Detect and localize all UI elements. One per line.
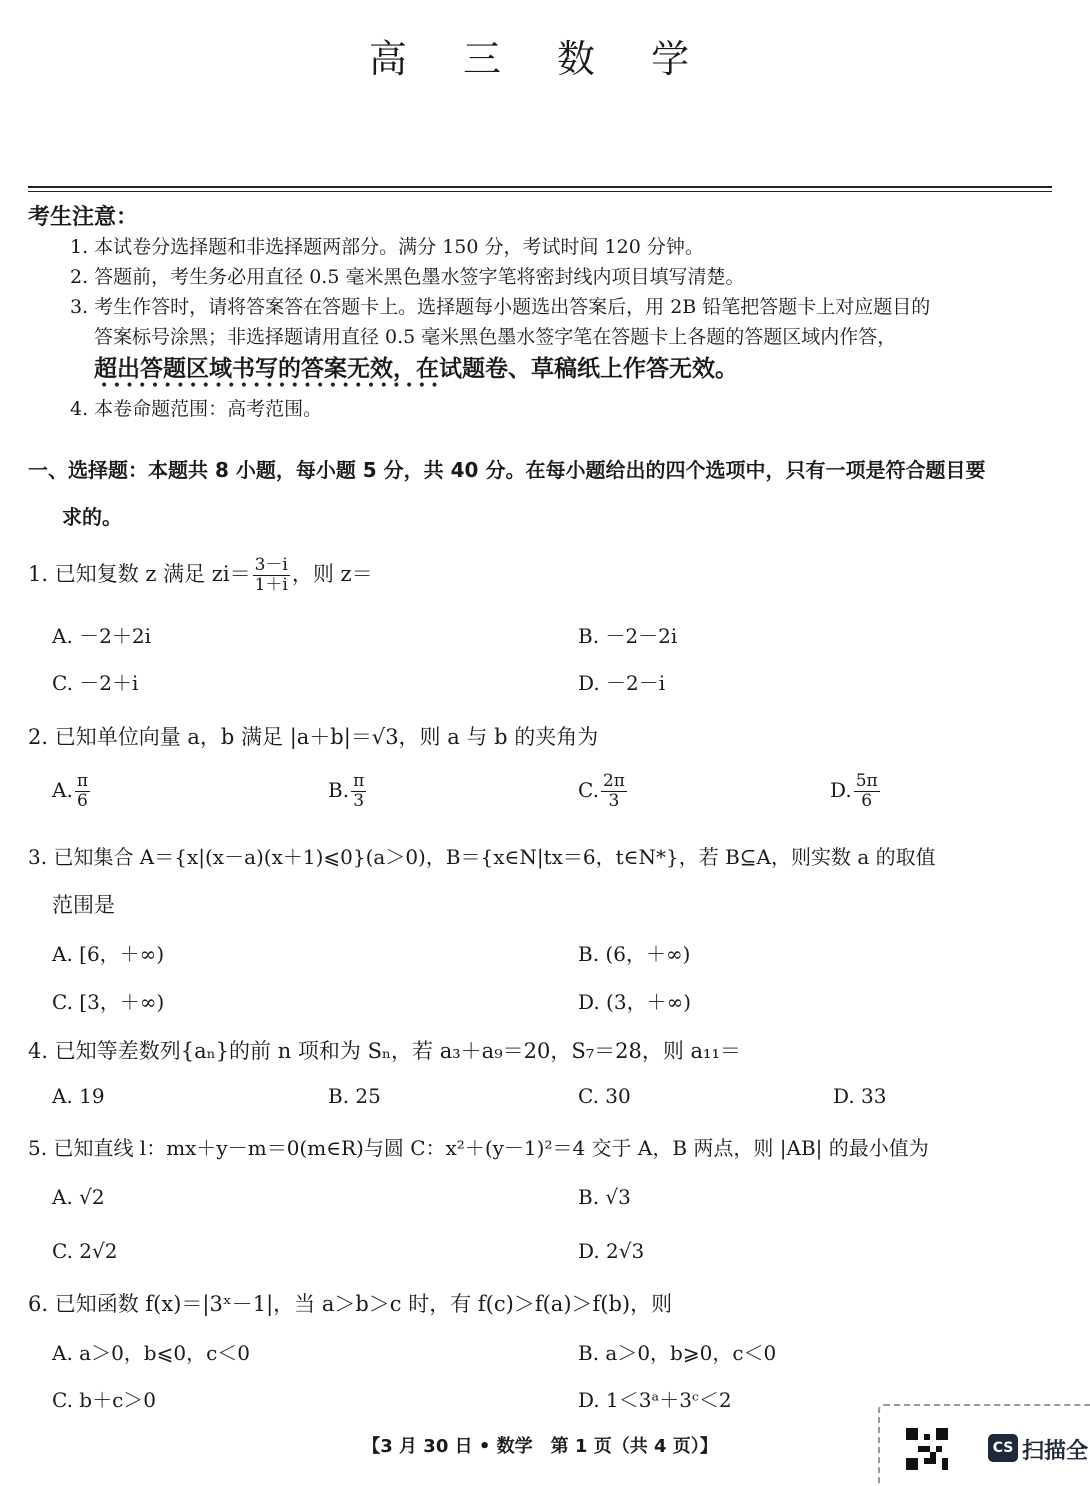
section-heading-line2: 求的。: [62, 505, 122, 529]
page-footer: 【3 月 30 日 • 数学 第 1 页（共 4 页）】: [362, 1436, 718, 1457]
notice-item-1: 1. 本试卷分选择题和非选择题两部分。满分 150 分，考试时间 120 分钟。: [70, 236, 704, 258]
question-5-stem: 5. 已知直线 l：mx＋y－m＝0(m∈R)与圆 C：x²＋(y－1)²＝4 交于 A，B 两点，则 |AB| 的最小值为: [28, 1136, 929, 1160]
question-6-stem: 6. 已知函数 f(x)＝|3ˣ－1|，当 a＞b＞c 时，有 f(c)＞f(a)＞f(b)，则: [28, 1292, 673, 1316]
q1-option-c: C. －2＋i: [52, 671, 139, 695]
q3-option-b: B. (6，＋∞): [578, 942, 691, 966]
question-2-stem: 2. 已知单位向量 a，b 满足 |a＋b|＝√3，则 a 与 b 的夹角为: [28, 725, 599, 749]
q2-a-frac: [75, 772, 90, 811]
emphasis-dots: • • • • • • • • • • • • • • • • • • • • • • • • • • •: [100, 378, 439, 394]
q2-a-num: π: [76, 771, 88, 791]
q6-option-d: D. 1＜3ᵃ＋3ᶜ＜2: [578, 1388, 732, 1412]
q5-option-a: A. √2: [52, 1185, 105, 1209]
q2-d-label: D.: [830, 778, 852, 802]
q2-c-label: C.: [578, 778, 599, 802]
question-1-stem: [28, 556, 373, 595]
notice-item-3-emphasis: 超出答题区域书写的答案无效，在试题卷、草稿纸上作答无效。: [94, 356, 738, 382]
q2-d-frac: [854, 772, 880, 811]
q4-option-b: B. 25: [328, 1084, 381, 1108]
q2-option-b: [328, 772, 368, 811]
q1-option-b: B. －2－2i: [578, 624, 678, 648]
q1-option-a: A. －2＋2i: [52, 624, 152, 648]
q3-option-a: A. [6，＋∞): [52, 942, 165, 966]
q2-a-den: 6: [76, 791, 88, 811]
header-rule-thin: [28, 191, 1052, 192]
q1-stem-b: ，则 z＝: [291, 562, 373, 586]
q2-option-a: [52, 772, 92, 811]
camscanner-label: 扫描全: [1022, 1439, 1089, 1464]
q6-option-b: B. a＞0，b⩾0，c＜0: [578, 1341, 777, 1365]
q2-c-num: 2π: [602, 771, 625, 791]
q4-option-c: C. 30: [578, 1084, 631, 1108]
question-3-stem-line1: 3. 已知集合 A＝{x|(x－a)(x＋1)⩽0}(a＞0)，B＝{x∈N|tx＝6，t∈N*}，若 B⊆A，则实数 a 的取值: [28, 845, 936, 869]
notice-item-3-line1: 3. 考生作答时，请将答案答在答题卡上。选择题每小题选出答案后，用 2B 铅笔把答题卡上对应题目的: [70, 296, 931, 318]
section-heading-line1: 一、选择题：本题共 8 小题，每小题 5 分，共 40 分。在每小题给出的四个选项中，只有一项是符合题目要: [28, 458, 986, 482]
q6-option-a: A. a＞0，b⩽0，c＜0: [52, 1341, 251, 1365]
header-rule-thick: [28, 186, 1052, 188]
q2-b-frac: [351, 772, 366, 811]
qr-code-icon: [906, 1428, 948, 1470]
q1-fraction: [253, 556, 290, 595]
q2-b-num: π: [353, 771, 365, 791]
notice-item-2: 2. 答题前，考生务必用直径 0.5 毫米黑色墨水签字笔将密封线内项目填写清楚。: [70, 266, 745, 288]
q2-d-num: 5π: [855, 771, 878, 791]
scanner-watermark: [878, 1404, 1090, 1486]
notice-heading: 考生注意：: [28, 205, 139, 230]
q5-option-d: D. 2√3: [578, 1239, 645, 1263]
q6-option-c: C. b＋c＞0: [52, 1388, 157, 1412]
q2-c-den: 3: [608, 791, 620, 811]
q1-frac-den: 1＋i: [254, 575, 288, 595]
q3-option-c: C. [3，＋∞): [52, 990, 165, 1014]
q2-c-frac: [601, 772, 627, 811]
q3-option-d: D. (3，＋∞): [578, 990, 692, 1014]
q4-option-d: D. 33: [833, 1084, 887, 1108]
q2-a-label: A.: [52, 778, 73, 802]
q2-b-label: B.: [328, 778, 350, 802]
q1-stem-a: 1. 已知复数 z 满足 zi＝: [28, 562, 251, 586]
q2-option-d: [830, 772, 882, 811]
page-title: 高 三 数 学: [368, 37, 712, 81]
camscanner-logo: CS: [988, 1434, 1018, 1462]
q1-frac-num: 3－i: [254, 555, 288, 575]
q5-option-c: C. 2√2: [52, 1239, 118, 1263]
q2-b-den: 3: [353, 791, 365, 811]
q4-option-a: A. 19: [52, 1084, 105, 1108]
q2-option-c: [578, 772, 629, 811]
question-3-stem-line2: 范围是: [52, 893, 115, 917]
notice-item-4: 4. 本卷命题范围：高考范围。: [70, 398, 323, 420]
question-4-stem: 4. 已知等差数列{aₙ}的前 n 项和为 Sₙ，若 a₃＋a₉＝20，S₇＝28，则 a₁₁＝: [28, 1039, 741, 1063]
notice-item-3-line2: 答案标号涂黑；非选择题请用直径 0.5 毫米黑色墨水签字笔在答题卡上各题的答题区域内作答，: [94, 326, 897, 348]
q1-option-d: D. －2－i: [578, 671, 666, 695]
q5-option-b: B. √3: [578, 1185, 631, 1209]
q2-d-den: 6: [861, 791, 873, 811]
